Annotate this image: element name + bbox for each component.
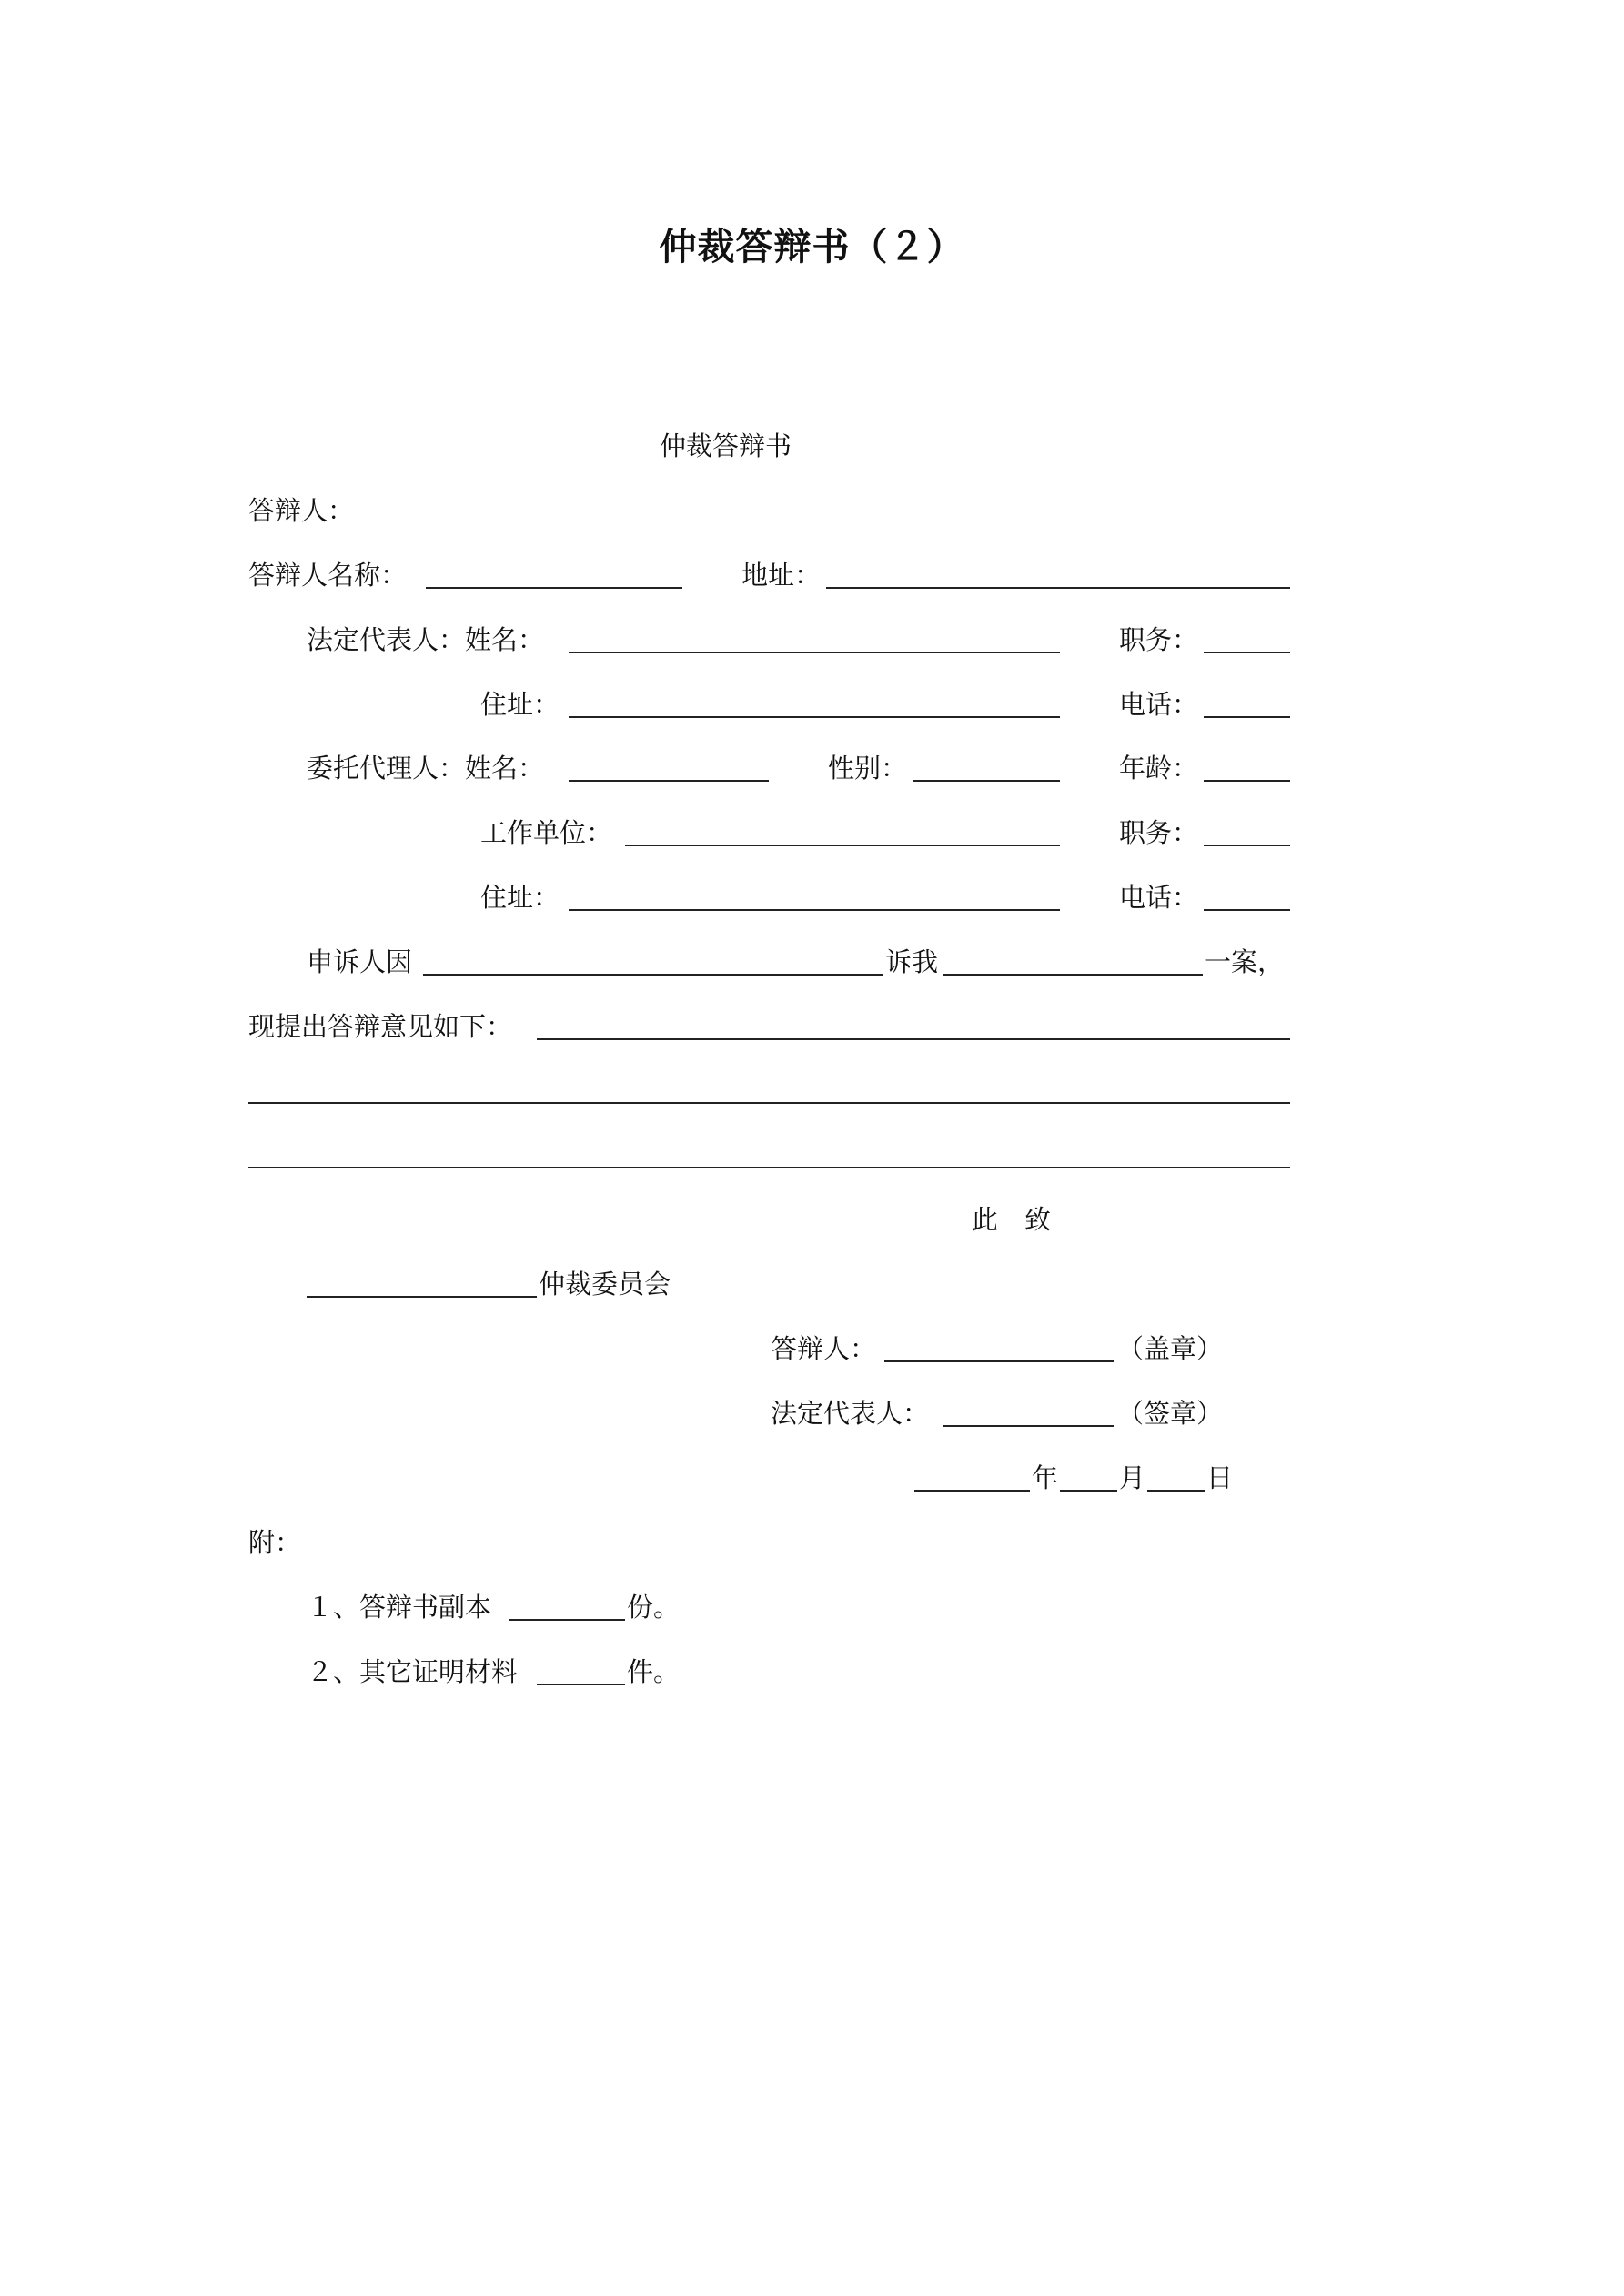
case-middle: 诉我 (885, 946, 939, 977)
sign-respondent-blank[interactable] (884, 1360, 1114, 1362)
attachment-1-suffix: 份。 (627, 1592, 681, 1623)
agent-position-label: 职务： (1119, 817, 1199, 848)
committee-name-blank[interactable] (307, 1296, 537, 1298)
respondent-heading: 答辩人： (248, 495, 355, 526)
case-reason-blank[interactable] (423, 974, 883, 976)
attachment-2-suffix: 件。 (627, 1656, 681, 1687)
sign-respondent-label: 答辩人： (771, 1333, 877, 1364)
attachment-label: 附： (248, 1527, 302, 1558)
legal-rep-position-blank[interactable] (1204, 652, 1290, 653)
legal-rep-residence-label: 住址： (480, 689, 560, 720)
agent-gender-label: 性别： (828, 753, 908, 784)
work-unit-label: 工作单位： (480, 817, 613, 848)
form-subtitle: 仲裁答辩书 (660, 430, 792, 461)
respondent-name-label: 答辩人名称： (248, 560, 408, 591)
address-blank[interactable] (826, 587, 1290, 589)
legal-rep-phone-label: 电话： (1119, 689, 1199, 720)
case-suffix: 一案， (1205, 946, 1285, 977)
case-prefix: 申诉人因 (307, 946, 413, 977)
document-title: 仲裁答辩书（２） (659, 225, 965, 268)
opinion-label: 现提出答辩意见如下： (248, 1011, 513, 1042)
sign-legal-rep-label: 法定代表人： (771, 1398, 930, 1429)
year-label: 年 (1032, 1462, 1059, 1493)
agent-residence-label: 住址： (480, 882, 560, 913)
agent-position-blank[interactable] (1204, 845, 1290, 846)
opinion-blank-3[interactable] (248, 1167, 1290, 1168)
work-unit-blank[interactable] (625, 845, 1060, 846)
legal-rep-phone-blank[interactable] (1204, 716, 1290, 718)
legal-rep-position-label: 职务： (1119, 624, 1199, 655)
signature-note: （签章） (1117, 1398, 1224, 1429)
legal-rep-residence-blank[interactable] (569, 716, 1060, 718)
agent-age-blank[interactable] (1204, 780, 1290, 782)
year-blank[interactable] (914, 1490, 1030, 1492)
address-label: 地址： (741, 560, 822, 591)
legal-rep-label: 法定代表人：姓名： (307, 624, 545, 655)
agent-name-blank[interactable] (569, 780, 769, 782)
month-blank[interactable] (1060, 1490, 1117, 1492)
committee-suffix: 仲裁委员会 (539, 1269, 671, 1300)
agent-residence-blank[interactable] (569, 909, 1060, 911)
legal-rep-name-blank[interactable] (569, 652, 1060, 653)
day-label: 日 (1206, 1462, 1234, 1493)
agent-gender-blank[interactable] (913, 780, 1060, 782)
attachment-2-prefix: ２、其它证明材料 (307, 1656, 519, 1687)
sign-legal-rep-blank[interactable] (943, 1425, 1114, 1427)
agent-label: 委托代理人：姓名： (307, 753, 545, 784)
case-subject-blank[interactable] (943, 974, 1203, 976)
day-blank[interactable] (1147, 1490, 1205, 1492)
attachment-1-prefix: １、答辩书副本 (307, 1592, 492, 1623)
month-label: 月 (1119, 1462, 1146, 1493)
seal-note: （盖章） (1117, 1333, 1224, 1364)
agent-phone-label: 电话： (1119, 882, 1199, 913)
respondent-name-blank[interactable] (426, 587, 682, 589)
agent-phone-blank[interactable] (1204, 909, 1290, 911)
attachment-1-count-blank[interactable] (509, 1619, 625, 1621)
agent-age-label: 年龄： (1119, 753, 1199, 784)
opinion-blank-2[interactable] (248, 1102, 1290, 1104)
attachment-2-count-blank[interactable] (537, 1684, 625, 1685)
opinion-blank-1[interactable] (537, 1038, 1290, 1040)
salutation: 此 致 (972, 1204, 1052, 1235)
